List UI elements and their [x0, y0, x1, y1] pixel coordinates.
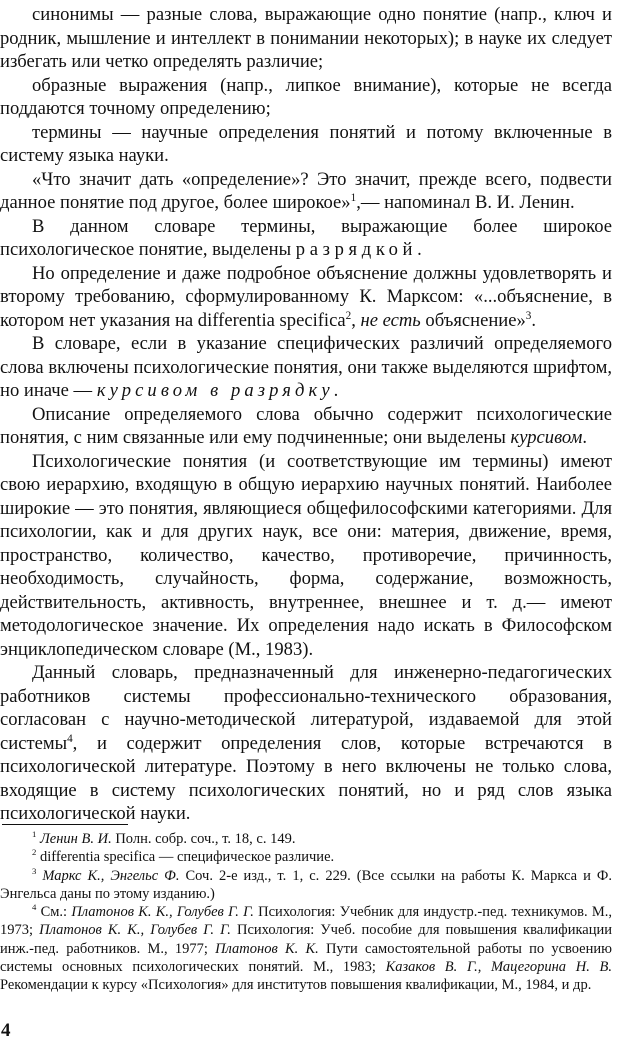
- footnote-number: 4: [32, 902, 37, 913]
- paragraph-specific-differences: [0, 332, 612, 403]
- marx-mid: ,: [351, 309, 361, 331]
- list-item-figurative: образные выражения (напр., липкое внимание), которые не всегда поддаются точному определению;: [0, 74, 612, 119]
- footnote-1: [0, 830, 612, 848]
- footnote-ref-2: 2: [345, 309, 352, 322]
- footnote-text: Психология: Учебник для индустр.-пед. техникумов. М., 1973;: [0, 904, 612, 939]
- marx-after: объяснение»: [420, 309, 526, 331]
- description-after: .: [582, 427, 588, 448]
- footnote-divider: [2, 824, 128, 825]
- footnote-number: 1: [32, 829, 37, 840]
- footnote-author: Платонов К. К., Голубев Г. Г.: [39, 922, 231, 939]
- footnote-text: Соч. 2-е изд., т. 1, с. 229. (Все ссылки на работы К. Маркса и Ф. Энгельса даны по этому изданию.): [0, 867, 613, 902]
- marx-quote-text: Но определение и даже подробное объяснение должны удовлетворять и второму требованию, сформулированному К. Марксом: «...объяснение, в котором нет указания на differentia specifica: [0, 262, 612, 331]
- description-italic: курсивом: [510, 427, 583, 448]
- marx-end: .: [531, 309, 537, 331]
- lenin-quote-text: «Что значит дать «определение»? Это значит, прежде всего, подвести данное понятие под другое, более широкое»: [0, 168, 612, 213]
- spaced-italic-phrase: курсивом в разрядку: [96, 380, 334, 401]
- footnote-author: Платонов К. К., Голубев Г. Г.: [71, 904, 254, 921]
- footnote-text: differentia specifica — специфическое различие.: [36, 849, 335, 866]
- paragraph-spaced-terms: [0, 215, 612, 262]
- footnote-number: 3: [32, 865, 37, 876]
- list-item-synonyms: синонимы — разные слова, выражающие одно понятие (напр., ключ и родник, мышление и интеллект в понимании некоторых); в науке их следует избегать или четко определять различие;: [0, 4, 612, 72]
- paragraph-dictionary: [0, 661, 612, 826]
- footnote-text: Полн. собр. соч., т. 18, с. 149.: [111, 831, 296, 847]
- footnote-text: Психология: Учеб. пособие для повышения квалификации инж.-пед. работников. М., 1977;: [0, 922, 613, 957]
- footnote-ref-4: 4: [67, 732, 73, 745]
- footnote-2: [0, 848, 612, 866]
- footnote-4: [0, 903, 612, 994]
- footnote-author: Казаков В. Г., Мацегорина Н. В.: [385, 959, 612, 976]
- paragraph-lenin-quote: [0, 168, 612, 215]
- specific-after: .: [333, 380, 339, 401]
- footnote-number: 2: [32, 847, 37, 858]
- description-text: Описание определяемого слова обычно содержит психологические понятия, с ним связанные или ему подчиненные; они выделены: [0, 403, 612, 448]
- footnote-author: Ленин В. И.: [39, 831, 112, 847]
- spaced-after: .: [417, 239, 422, 260]
- spaced-intro: В данном словаре термины, выражающие более широкое психологическое понятие, выделены: [0, 215, 612, 260]
- footnote-text: Рекомендации к курсу «Психология» для институтов повышения квалификации, М., 1984, и др.: [0, 977, 592, 994]
- spaced-word: разрядкой: [295, 239, 418, 260]
- footnote-ref-3: 3: [525, 309, 532, 322]
- dictionary-text: Данный словарь, предназначенный для инженерно-педагогических работников системы профессионально-технического образования, согласован с научно-методической литературой, издаваемой для этой системы: [0, 662, 612, 754]
- footnote-ref-1: 1: [350, 191, 357, 204]
- footnote-text: Пути самостоятельной работы по усвоению системы основных психологических понятий. М., 1983;: [0, 940, 612, 976]
- lenin-quote-after: ,— напоминал В. И. Ленин.: [356, 192, 575, 213]
- paragraph-marx-quote: [0, 262, 612, 333]
- footnotes: [0, 830, 612, 995]
- main-text: [0, 3, 612, 826]
- page-number: 4: [1, 1020, 11, 1041]
- list-item-terms: термины — научные определения понятий и потому включенные в систему языка науки.: [0, 121, 612, 166]
- specific-text: В словаре, если в указание специфических различий определяемого слова включены психологические понятия, они также выделяются шрифтом, но иначе —: [0, 333, 612, 401]
- footnote-3: [0, 867, 612, 904]
- paragraph-description: [0, 403, 612, 450]
- marx-italic: не есть: [360, 309, 421, 331]
- footnote-author: Платонов К. К.: [215, 940, 319, 957]
- dictionary-after: , и содержит определения слов, которые встречаются в психологической литературе. Поэтому в него включены не только слова, входящие в систему психологических понятий, но и ряд слов языка психологической науки.: [0, 732, 612, 824]
- paragraph-hierarchy: Психологические понятия (и соответствующие им термины) имеют свою иерархию, входящую в общую иерархию научных понятий. Наиболее широкие — это понятия, являющиеся общефилософскими категориями. Для психологии, как и для других наук, все они: материя, движение, время, пространство, количество, качество, противоречие, причинность, необходимость, случайность, форма, содержание, возможность, действительность, активность, внутреннее, внешнее и т. д.— имеют методологическое значение. Их определения надо искать в Философском энциклопедическом словаре (М., 1983).: [0, 450, 612, 660]
- footnote-text: См.:: [36, 904, 72, 921]
- footnote-author: Маркс К., Энгельс Ф.: [42, 867, 180, 884]
